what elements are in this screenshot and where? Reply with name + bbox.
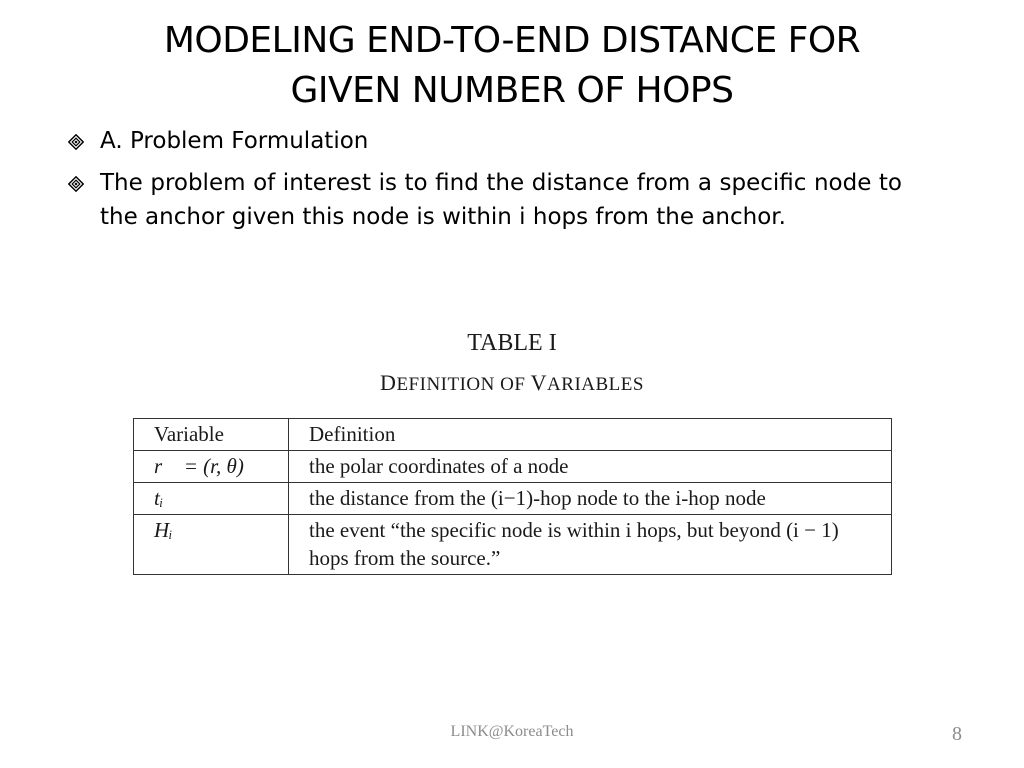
table-row bbox=[134, 515, 892, 575]
table-heading-part-1: EFINITION OF bbox=[396, 374, 531, 395]
bullet-text: The problem of interest is to find the distance from a specific node to the anchor given this node is within i hops from the anchor. bbox=[100, 170, 902, 230]
definition-cell: the polar coordinates of a node bbox=[289, 451, 892, 483]
title-line-1: MODELING END-TO-END DISTANCE FOR bbox=[163, 20, 861, 61]
table-heading-part-2: ARIABLES bbox=[547, 374, 644, 395]
definition-cell: the event “the specific node is within i hops, but beyond (i − 1) hops from the source.” bbox=[289, 515, 892, 575]
table-heading-initial-d: D bbox=[380, 370, 397, 395]
diamond-bullet-icon bbox=[68, 176, 84, 192]
variables-table bbox=[133, 418, 892, 575]
page-number: 8 bbox=[952, 723, 962, 745]
column-header-variable: Variable bbox=[134, 419, 289, 451]
variable-cell: Hᵢ bbox=[134, 515, 289, 575]
bullet-item bbox=[66, 124, 902, 158]
column-header-definition: Definition bbox=[289, 419, 892, 451]
definition-cell: the distance from the (i−1)-hop node to the i-hop node bbox=[289, 483, 892, 515]
footer-text: LINK@KoreaTech bbox=[450, 723, 574, 740]
bullet-text: A. Problem Formulation bbox=[100, 128, 369, 154]
table-header-row bbox=[134, 419, 892, 451]
table-number: TABLE I bbox=[467, 330, 557, 356]
table-row bbox=[134, 483, 892, 515]
bullet-item bbox=[66, 166, 902, 234]
table-heading bbox=[133, 370, 891, 396]
slide-title bbox=[60, 16, 964, 116]
variable-cell: r⃗ = (r, θ) bbox=[134, 451, 289, 483]
title-line-2: GIVEN NUMBER OF HOPS bbox=[290, 70, 734, 111]
variable-cell: tᵢ bbox=[134, 483, 289, 515]
diamond-bullet-icon bbox=[68, 134, 84, 150]
table-row bbox=[134, 451, 892, 483]
table-heading-initial-v: V bbox=[530, 370, 548, 395]
bullet-list bbox=[66, 124, 902, 242]
